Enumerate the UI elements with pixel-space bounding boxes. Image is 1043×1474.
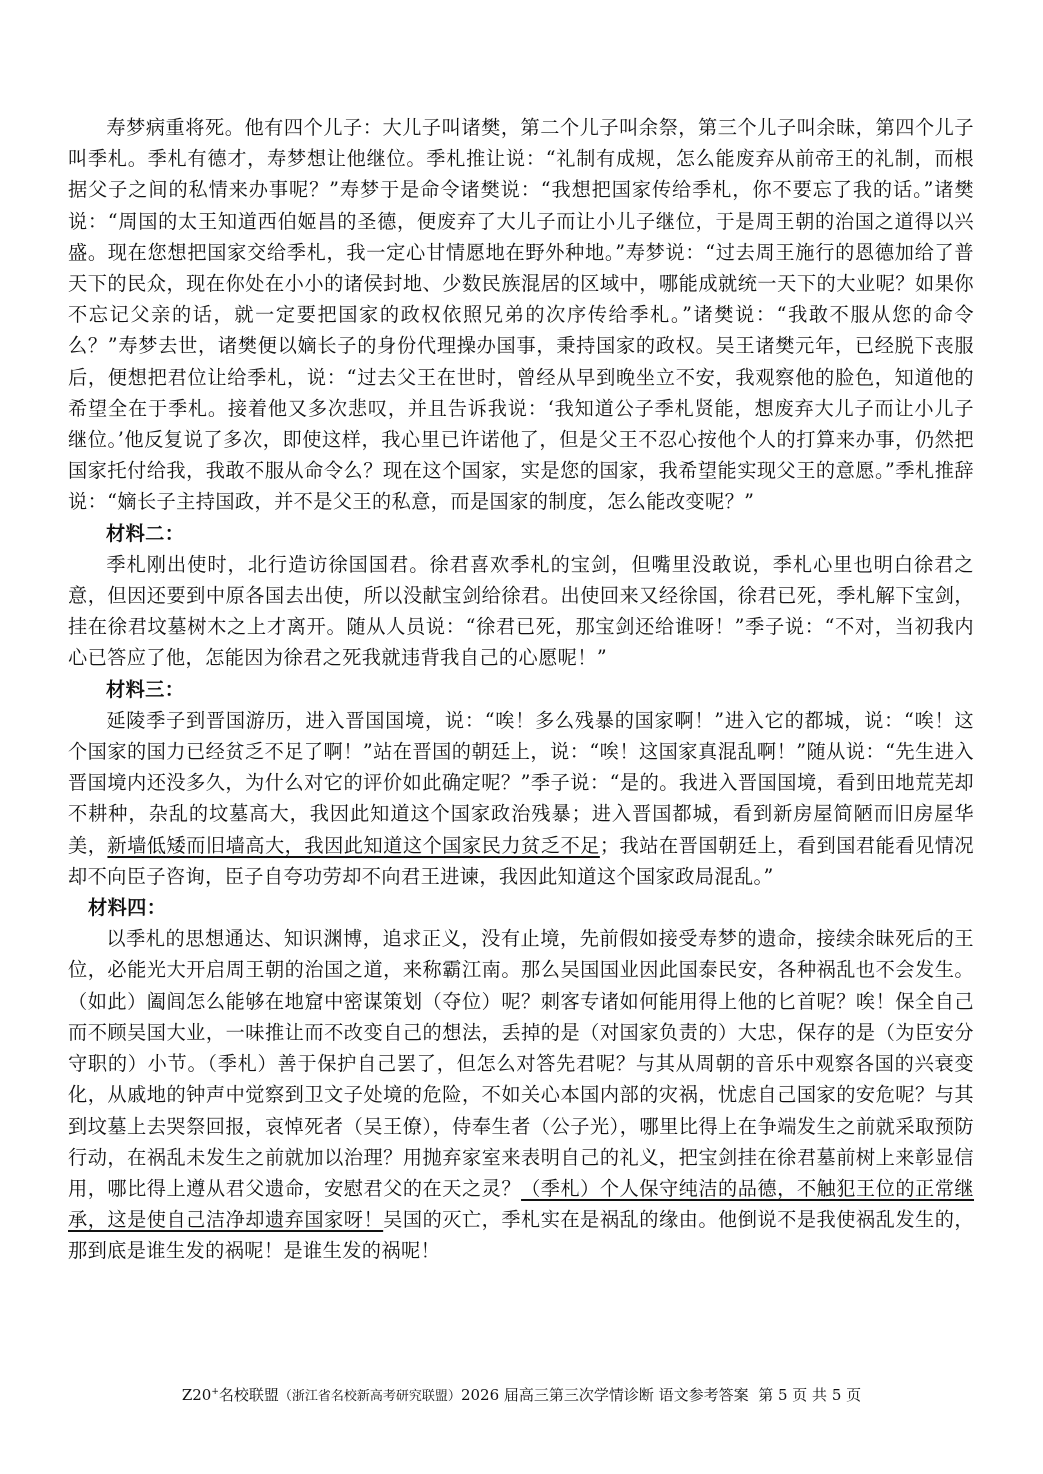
heading-material-2: 材料二： (106, 521, 185, 545)
paragraph-material-3 (68, 705, 974, 892)
underlined-sentence-material-4: （季札）个人保守纯洁的品德，不触犯王位的正常继承，这是使自己洁净却遗弃国家呀！ (68, 1176, 975, 1232)
footer-brand: Z20 (181, 1386, 212, 1404)
heading-material-3: 材料三： (106, 677, 185, 701)
footer-org: （浙江省名校新高考研究联盟） (278, 1389, 461, 1404)
footer-brand-suffix: 名校联盟 (218, 1386, 279, 1404)
underlined-sentence-material-3: 新墙低矮而旧墙高大，我因此知道这个国家民力贫乏不足 (107, 833, 600, 857)
paragraph-material-4 (68, 923, 974, 1266)
paragraph-material-3-part-b: ；我站在晋国朝廷上，看到国君能看见情况却不向臣子咨询，臣子自夸功劳却不向君王进谏，我因此知道这个国家政局混乱。” (68, 833, 975, 888)
footer-page-number: 第 5 页 共 5 页 (758, 1386, 862, 1404)
paragraph-material-4-part-b: 吴国的灭亡，季札实在是祸乱的缘由。他倒说不是我使祸乱发生的，那到底是谁生发的祸呢！是谁生发的祸呢！ (68, 1208, 974, 1263)
document-body (68, 112, 974, 1267)
footer-exam: 2026 届高三第三次学情诊断 语文参考答案 (460, 1386, 749, 1404)
footer-brand-sup: + (211, 1387, 219, 1397)
paragraph-material-2: 季札刚出使时，北行造访徐国国君。徐君喜欢季札的宝剑，但嘴里没敢说，季札心里也明白徐君之意，但因还要到中原各国去出使，所以没献宝剑给徐君。出使回来又经徐国，徐君已死，季札解下宝剑，挂在徐君坟墓树木之上才离开。随从人员说：“徐君已死，那宝剑还给谁呀！”季子说：“不对，当初我内心已答应了他，怎能因为徐君之死我就违背我自己的心愿呢！” (68, 552, 974, 670)
paragraph-material-3-part-a: 延陵季子到晋国游历，进入晋国国境，说：“唉！多么残暴的国家啊！”进入它的都城，说：“唉！这个国家的国力已经贫乏不足了啊！”站在晋国的朝廷上，说：“唉！这国家真混乱啊！”随从说：“先生进入晋国境内还没多久，为什么对它的评价如此确定呢？”季子说：“是的。我进入晋国国境，看到田地荒芜却不耕种，杂乱的坟墓高大，我因此知道这个国家政治残暴；进入晋国都城，看到新房屋简陋而旧房屋华美， (68, 708, 974, 857)
heading-material-4: 材料四： (88, 896, 167, 920)
paragraph-material-1: 寿梦病重将死。他有四个儿子：大儿子叫诸樊，第二个儿子叫余祭，第三个儿子叫余昧，第四个儿子叫季札。季札有德才，寿梦想让他继位。季札推让说：“礼制有成规，怎么能废弃从前帝王的礼制，而根据父子之间的私情来办事呢？”寿梦于是命令诸樊说：“我想把国家传给季札，你不要忘了我的话。”诸樊说：“周国的太王知道西伯姬昌的圣德，便废弃了大儿子而让小儿子继位，于是周王朝的治国之道得以兴盛。现在您想把国家交给季札，我一定心甘情愿地在野外种地。”寿梦说：“过去周王施行的恩德加给了普天下的民众，现在你处在小小的诸侯封地、少数民族混居的区域中，哪能成就统一天下的大业呢？如果你不忘记父亲的话，就一定要把国家的政权依照兄弟的次序传给季札。”诸樊说：“我敢不服从您的命令么？”寿梦去世，诸樊便以嫡长子的身份代理操办国事，秉持国家的政权。吴王诸樊元年，已经脱下丧服后，便想把君位让给季札，说：“过去父王在世时，曾经从早到晚坐立不安，我观察他的脸色，知道他的希望全在于季札。接着他又多次悲叹，并且告诉我说：‘我知道公子季札贤能，想废弃大儿子而让小儿子继位。’他反复说了多次，即使这样，我心里已许诺他了，但是父王不忍心按他个人的打算来办事，仍然把国家托付给我，我敢不服从命令么？现在这个国家，实是您的国家，我希望能实现父王的意愿。”季札推辞说：“嫡长子主持国政，并不是父王的私意，而是国家的制度，怎么能改变呢？” (68, 116, 974, 514)
paragraph-material-4-part-a: 以季札的思想通达、知识渊博，追求正义，没有止境，先前假如接受寿梦的遗命，接续余昧死后的王位，必能光大开启周王朝的治国之道，来称霸江南。那么吴国国业因此国泰民安，各种祸乱也不会发生。（如此）阖闾怎么能够在地窟中密谋策划（夺位）呢？刺客专诸如何能用得上他的匕首呢？唉！保全自己而不顾吴国大业，一味推让而不改变自己的想法，丢掉的是（对国家负责的）大忠，保存的是（为臣安分守职的）小节。（季札）善于保护自己罢了，但怎么对答先君呢？与其从周朝的音乐中观察各国的兴衰变化，从戚地的钟声中觉察到卫文子处境的危险，不如关心本国内部的灾祸，忧虑自己国家的安危呢？与其到坟墓上去哭祭回报，哀悼死者（吴王僚），侍奉生者（公子光），哪里比得上在争端发生之前就采取预防行动，在祸乱未发生之前就加以治理？用抛弃家室来表明自己的礼义，把宝剑挂在徐君墓前树上来彰显信用，哪比得上遵从君父遗命，安慰君父的在天之灵？ (68, 927, 974, 1200)
page-footer (0, 1384, 1043, 1405)
